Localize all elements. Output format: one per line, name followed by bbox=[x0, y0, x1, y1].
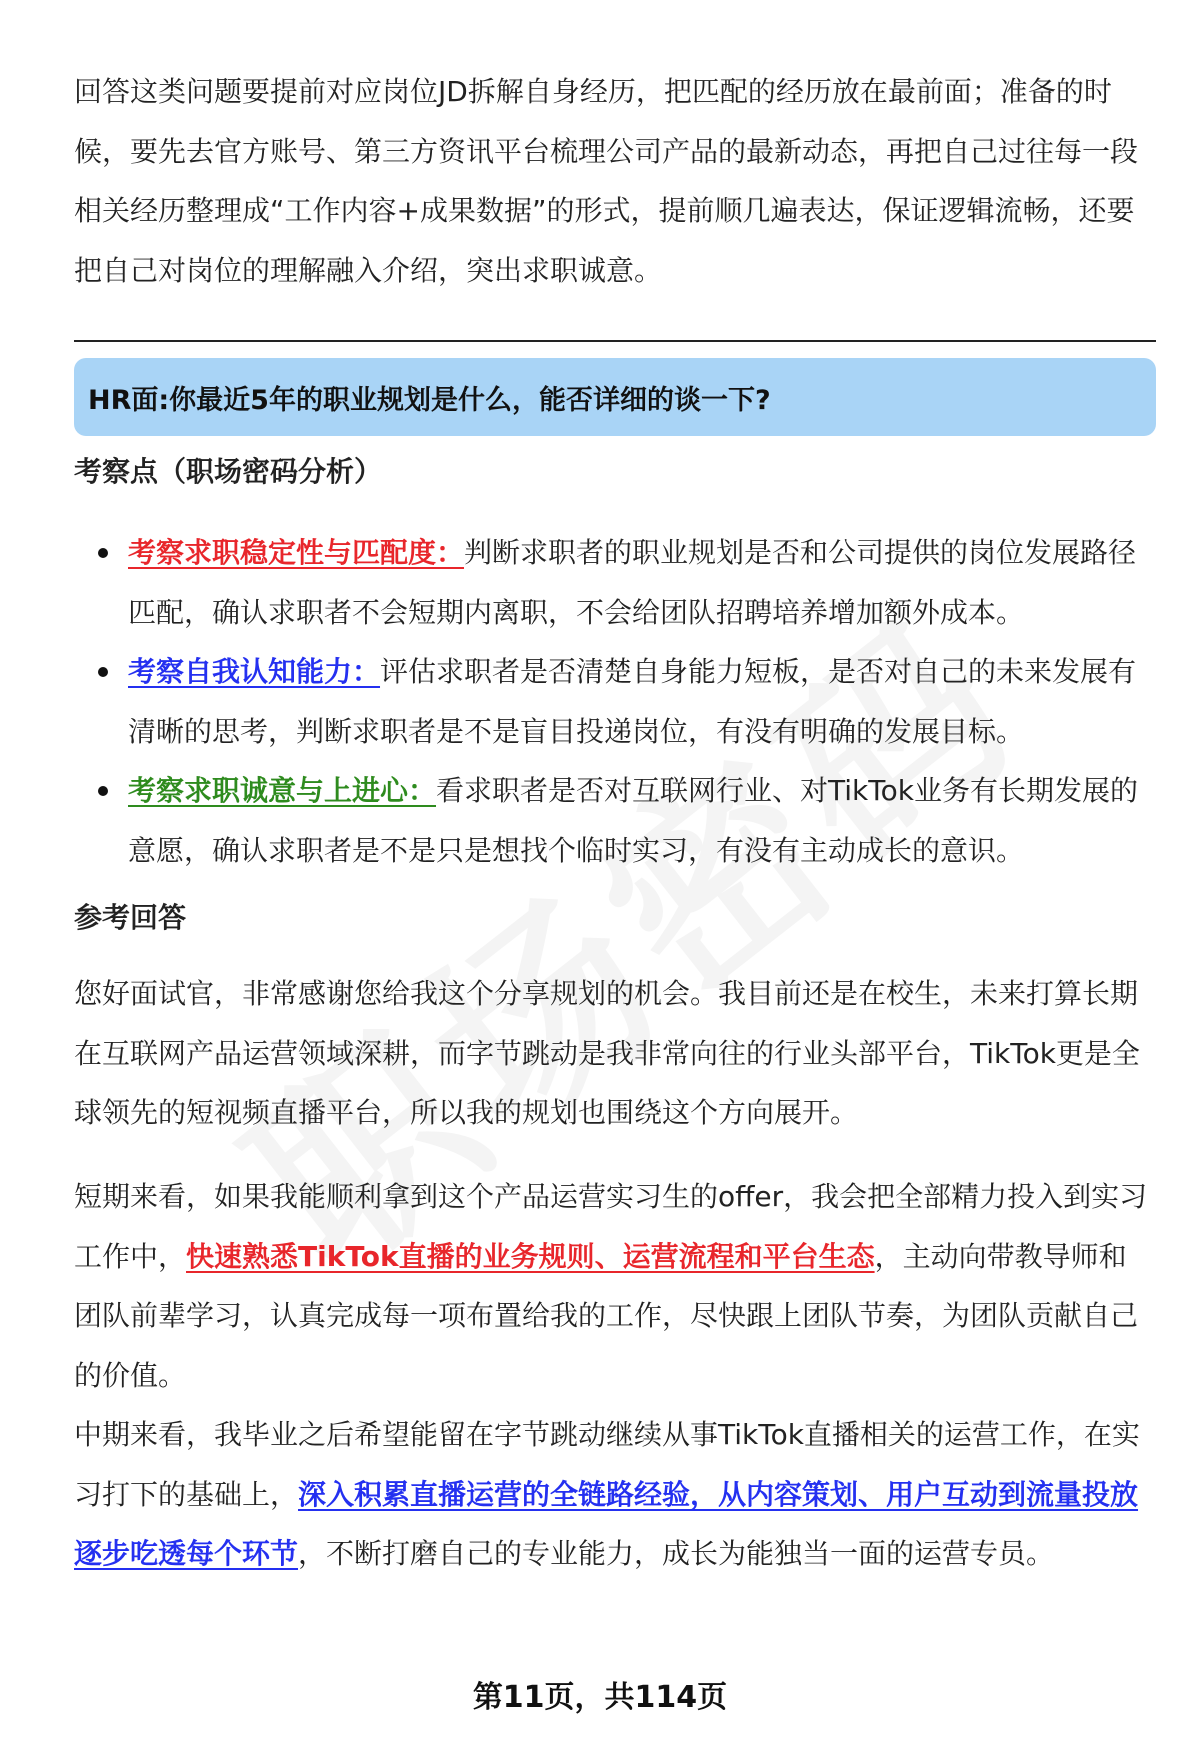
bullet-icon bbox=[98, 786, 108, 796]
answer-paragraph-1: 您好面试官，非常感谢您给我这个分享规划的机会。我目前还是在校生，未来打算长期在互联网产品运营领域深耕，而字节跳动是我非常向往的行业头部平台，TikTok更是全球领先的短视频直播平台，所以我的规划也围绕这个方向展开。 bbox=[74, 977, 1140, 1129]
page-number: 第11页，共114页 bbox=[472, 1680, 728, 1715]
assessment-item-text: 评估求职者是否清楚自身能力短板，是否对自己的未来发展有清晰的思考，判断求职者是不是盲目投递岗位，有没有明确的发展目标。 bbox=[128, 655, 1137, 748]
answer-text: ，不断打磨自己的专业能力，成长为能独当一面的运营专员。 bbox=[298, 1537, 1055, 1570]
answer-highlight: 深入积累直播运营的全链路经验，从内容策划、用户互动到流量投放逐步吃透每个环节 bbox=[74, 1477, 1139, 1570]
answer-highlight: 快速熟悉TikTok直播的业务规则、运营流程和平台生态 bbox=[186, 1239, 875, 1273]
question-banner bbox=[74, 358, 1156, 436]
section-divider bbox=[74, 340, 1156, 342]
bullet-icon bbox=[98, 548, 108, 558]
answer-text: 中期来看，我毕业之后希望能留在字节跳动继续从事TikTok直播相关的运营工作，在实习打下的基础上， bbox=[74, 1418, 1140, 1511]
assessment-item bbox=[0, 523, 1148, 642]
assessment-item-lead: 考察自我认知能力： bbox=[128, 655, 381, 688]
assessment-item-lead: 考察求职诚意与上进心： bbox=[128, 774, 437, 807]
assessment-item bbox=[0, 642, 1148, 761]
answer-paragraph-3 bbox=[74, 1405, 1154, 1584]
assessment-item-text: 判断求职者的职业规划是否和公司提供的岗位发展路径匹配，确认求职者不会短期内离职，不会给团队招聘培养增加额外成本。 bbox=[128, 536, 1137, 629]
intro-paragraph: 回答这类问题要提前对应岗位JD拆解自身经历，把匹配的经历放在最前面；准备的时候，要先去官方账号、第三方资讯平台梳理公司产品的最新动态，再把自己过往每一段相关经历整理成“工作内容+成果数据”的形式，提前顺几遍表达，保证逻辑流畅，还要把自己对岗位的理解融入介绍，突出求职诚意。 bbox=[74, 75, 1139, 287]
answer-text: 短期来看，如果我能顺利拿到这个产品运营实习生的offer，我会把全部精力投入到实习工作中， bbox=[74, 1180, 1148, 1273]
question-text: HR面:你最近5年的职业规划是什么，能否详细的谈一下? bbox=[88, 384, 771, 416]
assessment-item-text: 看求职者是否对互联网行业、对TikTok业务有长期发展的意愿，确认求职者是不是只是想找个临时实习，有没有主动成长的意识。 bbox=[128, 774, 1138, 867]
assessment-heading: 考察点（职场密码分析） bbox=[74, 455, 383, 488]
bullet-icon bbox=[98, 667, 108, 677]
assessment-list bbox=[0, 523, 1200, 880]
assessment-item-lead: 考察求职稳定性与匹配度： bbox=[128, 536, 465, 569]
answer-heading: 参考回答 bbox=[74, 901, 187, 934]
answer-paragraph-2 bbox=[74, 1167, 1154, 1405]
assessment-item bbox=[0, 761, 1148, 880]
answer-text: ，主动向带教导师和团队前辈学习，认真完成每一项布置给我的工作，尽快跟上团队节奏，为团队贡献自己的价值。 bbox=[74, 1239, 1139, 1392]
